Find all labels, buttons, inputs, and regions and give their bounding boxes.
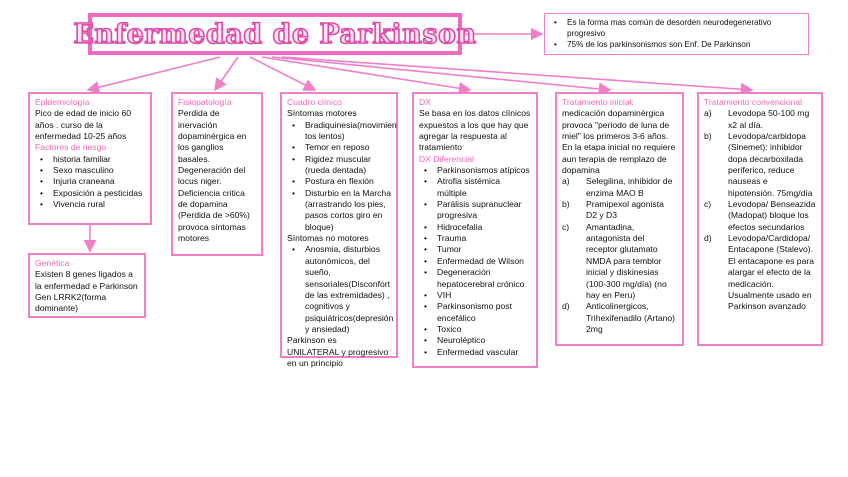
tratamiento-convencional-heading: Tratamiento convencional	[704, 97, 803, 107]
motor-item: • Rigidez muscular (rueda dentada)	[305, 154, 391, 177]
nonmotor-heading: Síntomas no motores	[287, 233, 369, 244]
factor-item: • Exposición a pesticidas	[53, 188, 145, 199]
page-title: Enfermedad de Parkinson	[73, 18, 477, 50]
fisiopatologia-heading: Fisiopatología	[178, 97, 232, 107]
item-marker: d)	[562, 301, 570, 312]
item-marker: c)	[704, 199, 712, 210]
factores-heading: Factores de riesgo	[35, 142, 107, 153]
dx-diff-item: • Hidrocefalia	[437, 222, 531, 233]
title-box	[73, 13, 477, 55]
dx-diff-item: • VIH	[437, 290, 531, 301]
item-marker: a)	[704, 108, 712, 119]
motor-item: • Temor en reposo	[305, 142, 391, 153]
item-text: Anticolinergicos, Trihexifenadilo (Artano) 2mg	[586, 301, 676, 334]
tratamiento-inicial-item	[562, 222, 677, 301]
tratamiento-convencional-item	[704, 131, 816, 199]
dx-diff-item: • Trauma	[437, 233, 531, 244]
item-text: Levodopa 50-100 mg x2 al día.	[728, 108, 810, 130]
note-item: • Es la forma mas común de desorden neurodegenerativo progresivo	[567, 17, 804, 39]
tratamiento-convencional-item	[704, 233, 816, 312]
item-text: Levodopa/ Benseazida (Madopat) bloque los efectos secundarios	[728, 199, 816, 232]
dx-diff-item: • Atrofia sistémica múltiple	[437, 176, 531, 199]
epidemiologia-box	[28, 92, 152, 225]
dx-diff-item: • Degeneración hepatocerebral crónico	[437, 267, 531, 290]
factor-item: • historia familiar	[53, 154, 145, 165]
factor-item: • Vivencia rural	[53, 199, 145, 210]
tratamiento-inicial-item	[562, 199, 677, 222]
arrow-cuadro	[250, 57, 315, 90]
genetica-text: Existen 8 genes ligados a la enfermedad e Parkinson Gen LRRK2(forma dominante)	[35, 269, 138, 314]
genetica-heading: Genética	[35, 258, 70, 268]
note-item: • 75% de los parkinsonismos son Enf. De Parkinson	[567, 39, 804, 50]
dx-diff-item: • Parkinsonismos atípicos	[437, 165, 531, 176]
dx-diff-item: • Parkinsonismo post encefálico	[437, 301, 531, 324]
dx-text: Se basa en los datos clínicos expuestos a los que hay que agregar la respuesta al tratamiento	[419, 108, 531, 153]
motor-item: • Disturbio en la Marcha (arrastrando los pies, pasos cortos giro en bloque)	[305, 188, 391, 233]
factor-item: • Injuria craneana	[53, 176, 145, 187]
fisiopatologia-text: Perdida de inervación dopaminérgica en los ganglios basales. Degeneración del locus niger. Deficiencia critica de dopamina (Perdida de >60%) provoca síntomas motores	[178, 108, 250, 244]
dx-diff-item: • Enfermedad vascular	[437, 347, 531, 358]
tratamiento-inicial-text: medicación dopaminérgica provoca "periodo de luna de miel" los primeros 3-6 años.	[562, 108, 670, 142]
dx-diff-item: • Neuroléptico	[437, 335, 531, 346]
item-marker: b)	[562, 199, 570, 210]
motor-item: • Bradiquinesia(movimien tos lentos)	[305, 120, 391, 143]
item-text: Levodopa/Cardidopa/ Entacapone (Stalevo). El entacapone es para alargar el efecto de la medicación. Usualmente usado en Parkinson avanzado	[728, 233, 815, 312]
dx-diff-heading: DX Diferencial	[419, 153, 474, 164]
item-marker: c)	[562, 221, 570, 232]
nonmotor-item: • Anosmia, disturbios autonómicos, del sueño, sensoriales(Disconfort de las extremidades) , cognitivos y psiquiátricos(depresión y ansiedad)	[305, 244, 391, 335]
cuadro-heading: Cuadro clínico	[287, 97, 342, 107]
item-text: Pramipexol agonista D2 y D3	[586, 199, 664, 221]
item-marker: d)	[704, 233, 712, 244]
notes-box	[544, 13, 809, 55]
dx-diff-item: • Toxico	[437, 324, 531, 335]
motor-item: • Postura en flexión	[305, 176, 391, 187]
tratamiento-inicial-item	[562, 176, 677, 199]
dx-diff-item: • Tumor	[437, 244, 531, 255]
tratamiento-convencional-item	[704, 108, 816, 131]
cuadro-clinico-box	[280, 92, 398, 368]
genetica-box	[28, 253, 146, 318]
tratamiento-convencional-item	[704, 199, 816, 233]
item-text: Amantadina, antagonista del receptor glutamato NMDA para temblor inicial y diskinesias (100-300 mg/día) (no hay en Peru)	[586, 221, 667, 300]
dx-diff-item: • Enfermedad de Wilson	[437, 256, 531, 267]
factor-item: • Sexo masculino	[53, 165, 145, 176]
tratamiento-inicial-box	[555, 92, 684, 346]
dx-heading: DX	[419, 97, 431, 107]
tratamiento-convencional-box	[697, 92, 823, 346]
item-marker: b)	[704, 131, 712, 142]
arrow-fisiopatologia	[215, 57, 238, 90]
arrow-epidemiologia	[88, 57, 220, 90]
dx-box	[412, 92, 538, 368]
item-text: Selegilina, inhibidor de enzima MAO B	[586, 176, 673, 198]
tratamiento-inicial-text: En la etapa inicial no requiere aun terapia de remplazo de dopamina	[562, 142, 676, 176]
epidemiologia-heading: Epidemiología	[35, 97, 90, 107]
tratamiento-inicial-heading: Tratamiento inicial:	[562, 97, 634, 107]
motor-heading: Síntomas motores	[287, 108, 357, 119]
tratamiento-inicial-item	[562, 301, 677, 335]
item-text: Levodopa/carbidopa (Sinemet): inhibidor dopa decarboxilada periferico, reduce nauseas e hipotensión. 75mg/día	[728, 131, 813, 198]
dx-diff-item: • Parálisis supranuclear progresiva	[437, 199, 531, 222]
item-marker: a)	[562, 176, 570, 187]
epidemiologia-text: Pico de edad de inicio 60 años . curso de la enfermedad 10-25 años	[35, 108, 132, 142]
arrow-tratamiento-convencional	[282, 57, 752, 90]
cuadro-footer: Parkinson es UNILATERAL y progresivo en un principio	[287, 335, 389, 368]
fisiopatologia-box	[171, 92, 263, 256]
